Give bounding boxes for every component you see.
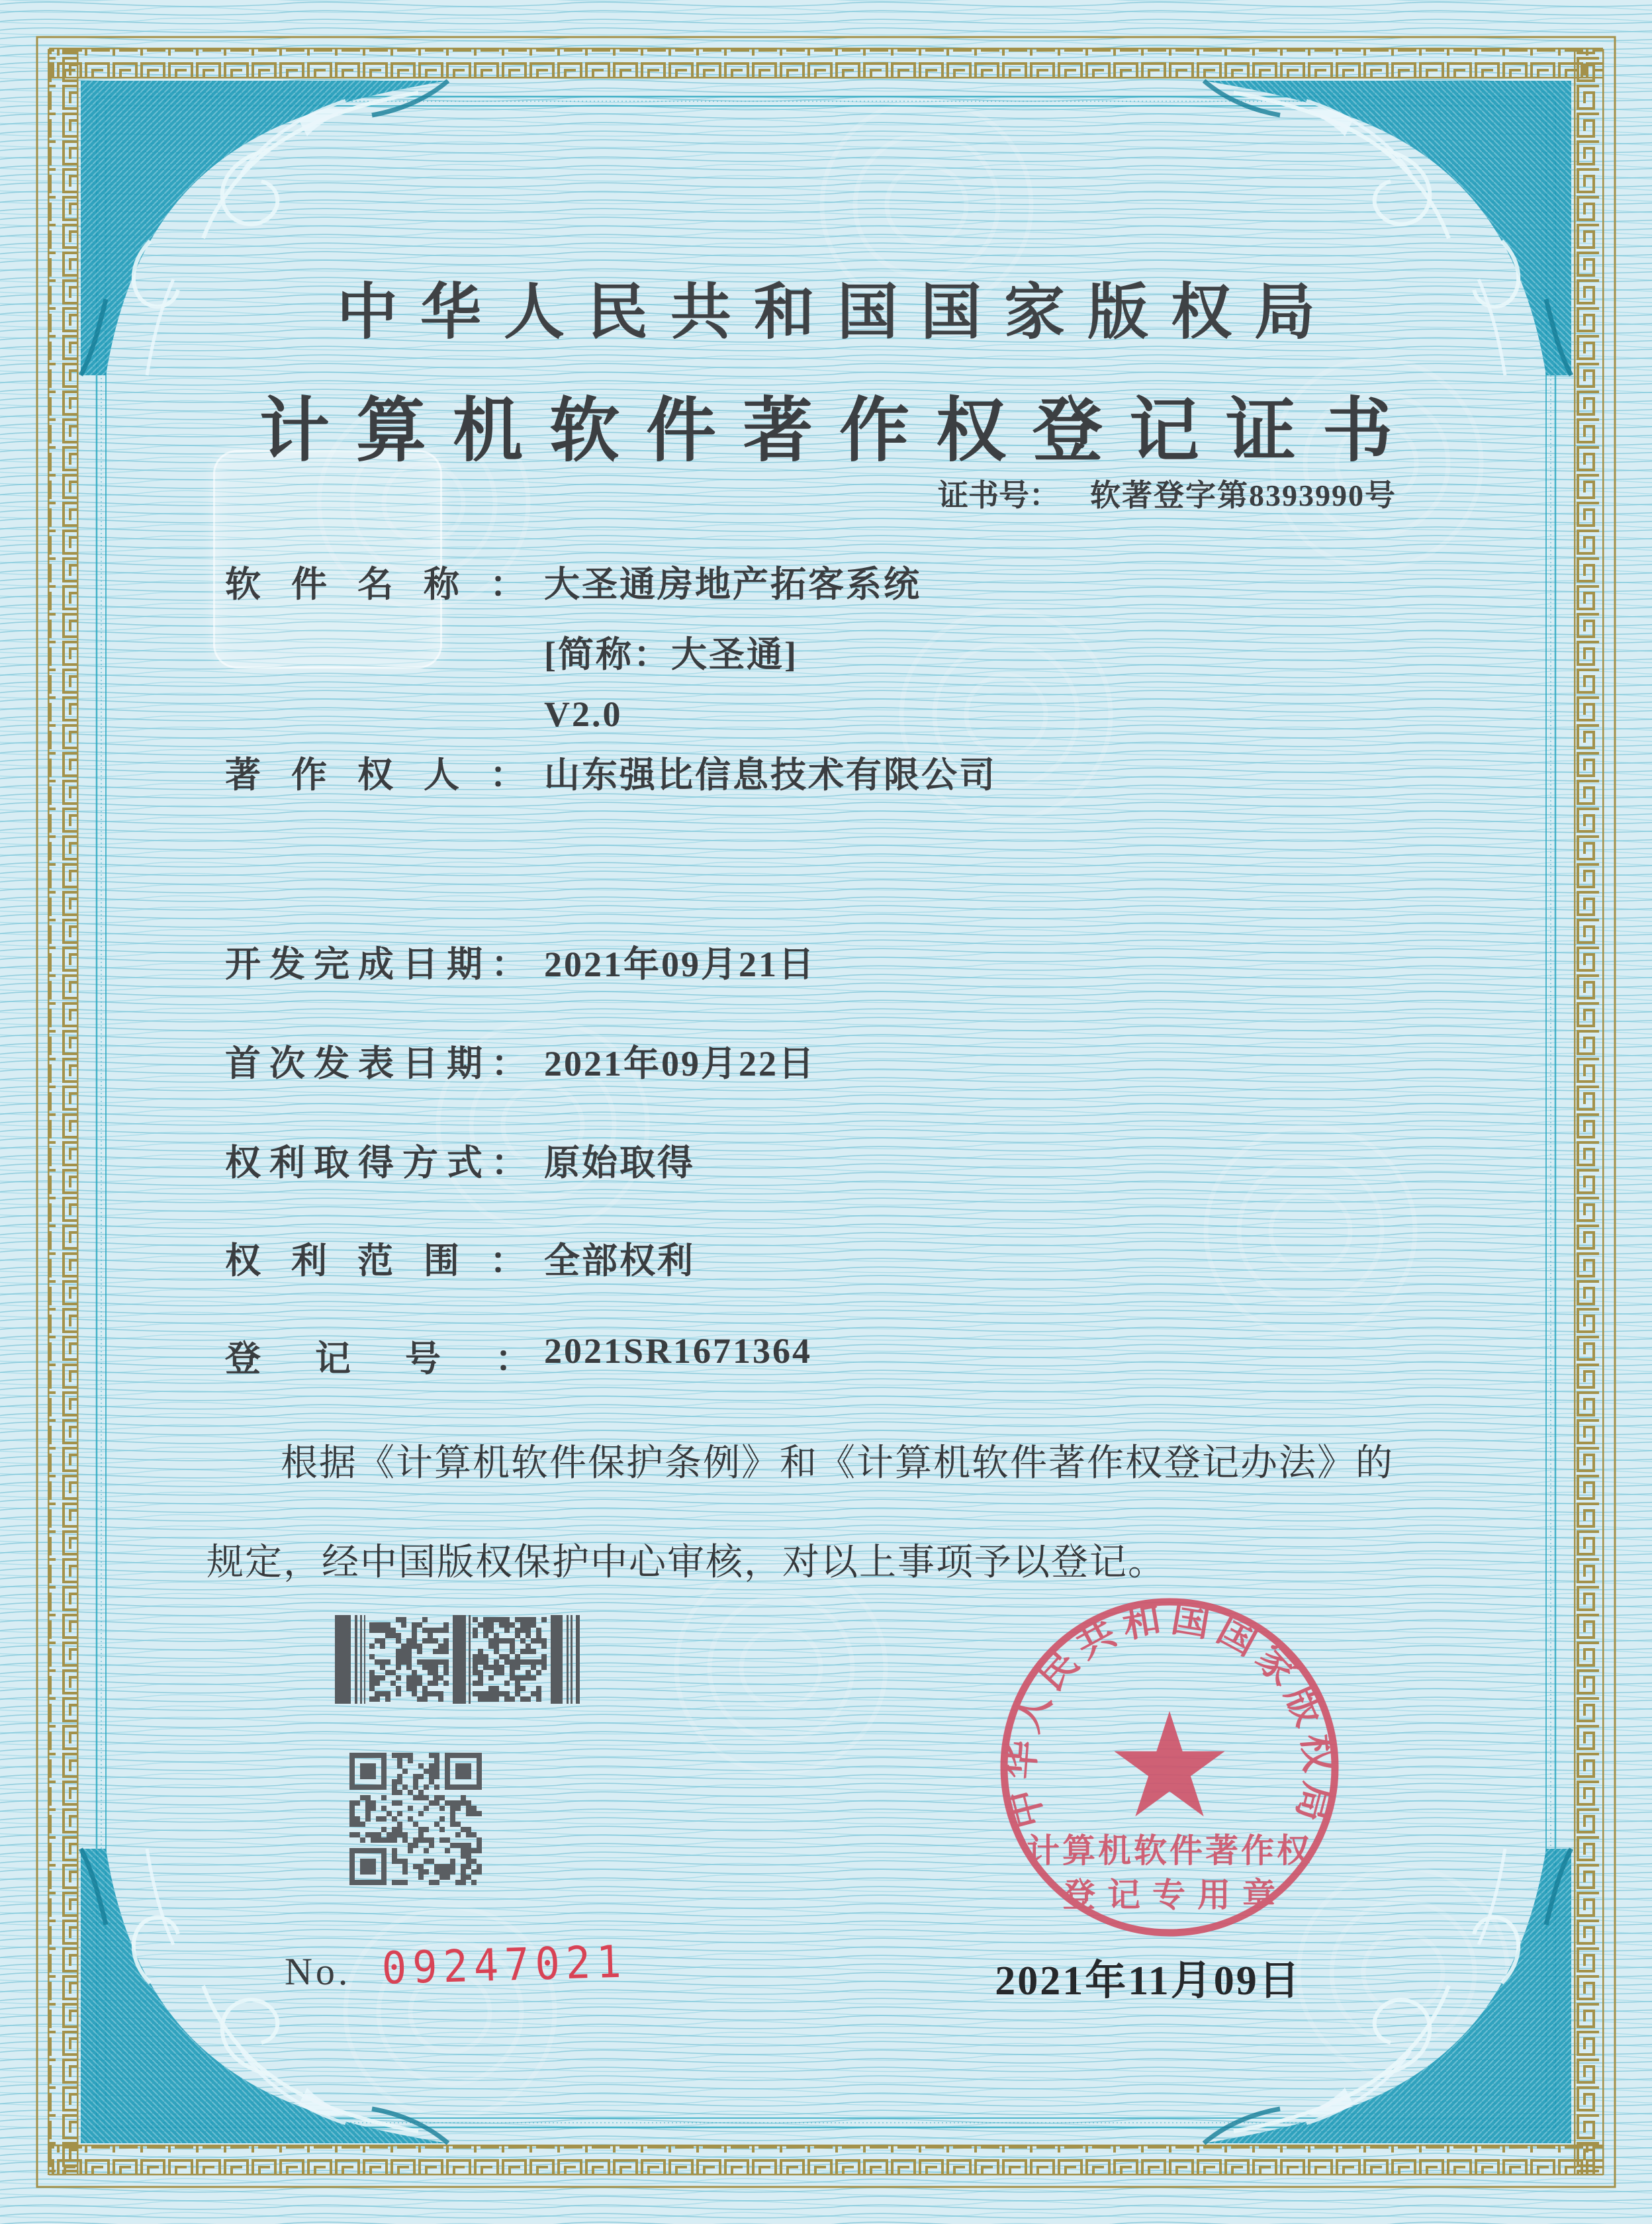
- seal-text-line1: 计算机软件著作权: [1027, 1832, 1312, 1869]
- official-seal: [984, 1585, 1355, 1956]
- registration-number-value: 2021SR1671364: [544, 1331, 813, 1371]
- rights-scope-label: 权利范围：: [225, 1241, 556, 1281]
- copyright-owner-label: 著作权人：: [225, 755, 556, 795]
- field-rights-scope: [225, 1232, 695, 1283]
- field-rights-acquisition: [225, 1135, 695, 1185]
- registration-statement: [206, 1414, 1484, 1612]
- statement-line-2: 规定，经中国版权保护中心审核，对以上事项予以登记。: [206, 1542, 1166, 1583]
- issuing-authority: 中华人民共和国国家版权局: [336, 279, 1338, 346]
- issue-date: 2021年11月09日: [995, 1959, 1302, 2004]
- qr-code: [349, 1753, 482, 1885]
- serial-number-label: No.: [285, 1950, 351, 1993]
- rights-scope-value: 全部权利: [544, 1241, 695, 1281]
- software-name-label: 软件名称：: [225, 565, 556, 604]
- field-copyright-owner: [225, 747, 997, 798]
- serial-number-value: 09247021: [381, 1935, 628, 1994]
- serial-number-line: [285, 1935, 628, 1994]
- certificate-title: 计算机软件著作权登记证书: [259, 393, 1419, 470]
- first-publish-date-value: 2021年09月22日: [544, 1044, 816, 1084]
- software-name-value: 大圣通房地产拓客系统: [544, 565, 921, 604]
- field-software-name: [225, 556, 921, 607]
- software-version: V2.0: [544, 694, 623, 734]
- first-publish-date-label: 首次发表日期：: [225, 1044, 535, 1084]
- registration-number-label: 登记号：: [225, 1339, 585, 1379]
- copyright-owner-value: 山东强比信息技术有限公司: [544, 755, 997, 795]
- seal-arc-text: 中华人民共和国国家版权局: [998, 1596, 1341, 1833]
- rights-acquisition-label: 权利取得方式：: [225, 1143, 535, 1183]
- certificate-number-line: [938, 471, 1397, 515]
- seal-text-line2: 登记专用章: [1062, 1876, 1287, 1914]
- field-registration-number: [225, 1330, 812, 1381]
- seal-star-icon: [1114, 1711, 1224, 1816]
- software-short-name: [简称：大圣通]: [544, 635, 798, 674]
- certificate-number-label: 证书号：: [938, 479, 1060, 512]
- field-first-publish-date: [225, 1035, 816, 1086]
- barcode: [335, 1615, 581, 1704]
- dev-complete-date-label: 开发完成日期：: [225, 945, 535, 984]
- rights-acquisition-value: 原始取得: [544, 1143, 695, 1183]
- dev-complete-date-value: 2021年09月21日: [544, 945, 816, 984]
- statement-line-1: 根据《计算机软件保护条例》和《计算机软件著作权登记办法》的: [281, 1443, 1394, 1484]
- field-dev-complete-date: [225, 936, 816, 987]
- certificate-number-value: 软著登字第8393990号: [1090, 479, 1397, 512]
